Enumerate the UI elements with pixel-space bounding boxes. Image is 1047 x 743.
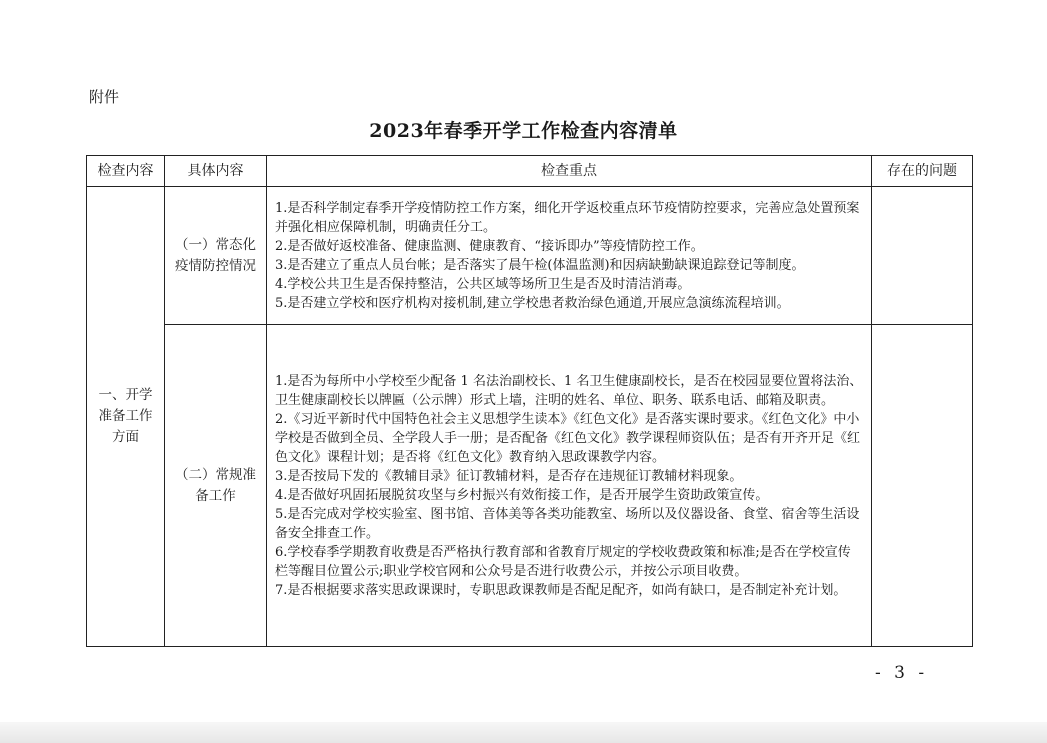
focus-item: 1.是否科学制定春季开学疫情防控工作方案，细化开学返校重点环节疫情防控要求，完善应急处置预案并强化相应保障机制，明确责任分工。 [275,200,860,235]
header-category: 检查内容 [87,156,165,187]
focus-item: 1.是否为每所中小学校至少配备 1 名法治副校长、1 名卫生健康副校长，是否在校园显要位置将法治、卫生健康副校长以牌匾（公示牌）形式上墙，注明的姓名、单位、职务、联系电话、邮箱及职责。 [275,373,863,408]
category-cell: 一、开学准备工作方面 [87,187,165,647]
detail-cell: （一）常态化疫情防控情况 [165,187,267,325]
focus-item: 7.是否根据要求落实思政课课时，专职思政课教师是否配足配齐，如尚有缺口，是否制定补充计划。 [275,582,847,598]
checklist-table [86,155,973,647]
page-number: - 3 - [875,663,929,683]
focus-item: 6.学校春季学期教育收费是否严格执行教育部和省教育厅规定的学校收费政策和标准;是否在学校宣传栏等醒目位置公示;职业学校官网和公众号是否进行收费公示，并按公示项目收费。 [275,544,851,579]
document-title: 2023年春季开学工作检查内容清单 [369,120,678,142]
header-detail: 具体内容 [165,156,267,187]
focus-item: 5.是否完成对学校实验室、图书馆、音体美等各类功能教室、场所以及仪器设备、食堂、宿舍等生活设备安全排查工作。 [275,506,860,541]
focus-cell [267,325,872,647]
focus-item: 4.学校公共卫生是否保持整洁，公共区域等场所卫生是否及时清洁消毒。 [275,276,691,292]
focus-item: 3.是否建立了重点人员台帐；是否落实了晨午检(体温监测)和因病缺勤缺课追踪登记等制度。 [275,257,805,273]
focus-item: 4.是否做好巩固拓展脱贫攻坚与乡村振兴有效衔接工作，是否开展学生资助政策宣传。 [275,487,769,503]
attachment-label: 附件 [89,88,120,106]
focus-cell [267,187,872,325]
table-row [87,187,973,325]
focus-item: 3.是否按局下发的《教辅目录》征订教辅材料，是否存在违规征订教辅材料现象。 [275,468,743,484]
focus-item: 2.是否做好返校准备、健康监测、健康教育、“接诉即办”等疫情防控工作。 [275,238,704,254]
table-header-row [87,156,973,187]
header-issues: 存在的问题 [872,156,973,187]
header-focus: 检查重点 [267,156,872,187]
table-row [87,325,973,647]
issue-cell [872,325,973,647]
scan-edge-shadow [0,722,1047,743]
focus-item: 2.《习近平新时代中国特色社会主义思想学生读本》《红色文化》是否落实课时要求。《红色文化》中小学校是否做到全员、全学段人手一册；是否配备《红色文化》教学课程师资队伍；是否有开齐开足《红色文化》课程计划；是否将《红色文化》教育纳入思政课教学内容。 [275,411,861,465]
issue-cell [872,187,973,325]
detail-cell: （二）常规准备工作 [165,325,267,647]
focus-item: 5.是否建立学校和医疗机构对接机制,建立学校患者救治绿色通道,开展应急演练流程培训。 [275,295,790,311]
